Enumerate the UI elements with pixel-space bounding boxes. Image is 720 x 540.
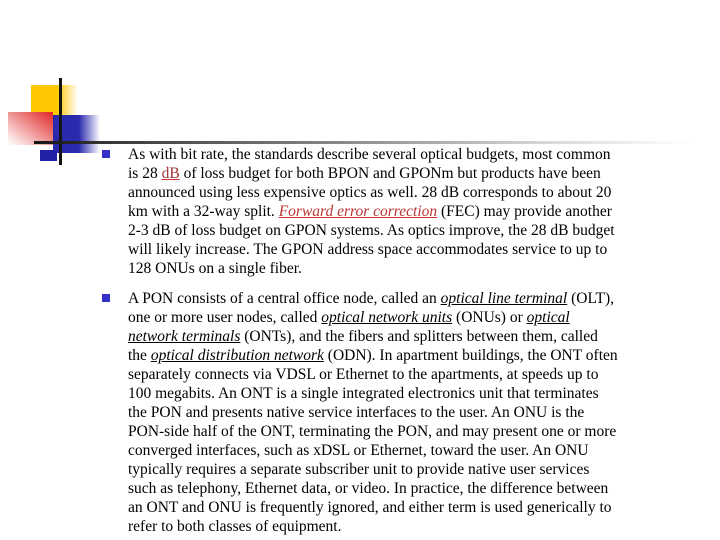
bullet-paragraph-1: As with bit rate, the standards describe several optical budgets, most common is 28 dB of loss budget for both BPON and GPONm but products have been announced using less expensive optics as well. 28 dB corresponds to about 20 km with a 32-way split. Forward error correction (FEC) may provide another 2-3 dB of loss budget on GPON systems. As optics improve, the 28 dB budget will likely increase. The GPON address space accommodates service to up to 128 ONUs on a single fiber. xyxy=(128,146,615,277)
bullet-item-optical-budgets xyxy=(102,145,708,278)
bullet-item-pon-components xyxy=(102,289,708,536)
decor-horizontal-rule xyxy=(34,141,720,144)
decor-vertical-line xyxy=(59,78,62,165)
bullet-square-icon xyxy=(102,150,110,158)
bullet-paragraph-2: A PON consists of a central office node, called an optical line terminal (OLT), one or more user nodes, called optical network units (ONUs) or optical network terminals (ONTs), and the fibers and splitters between them, called the optical distribution network (ODN). In apartment buildings, the ONT often separately connects via VDSL or Ethernet to the apartments, at speeds up to 100 megabits. An ONT is a single integrated electronics unit that terminates the PON and presents native service interfaces to the user. An ONU is the PON-side half of the ONT, terminating the PON, and may present one or more converged interfaces, such as xDSL or Ethernet, toward the user. An ONU typically requires a separate subscriber unit to provide native user services such as telephony, Ethernet data, or video. In practice, the difference between an ONT and ONU is frequently ignored, and either term is used generically to refer to both classes of equipment. xyxy=(128,290,618,535)
slide-content xyxy=(102,145,708,536)
bullet-square-icon xyxy=(102,294,110,302)
decor-blue-square-small xyxy=(40,150,57,161)
